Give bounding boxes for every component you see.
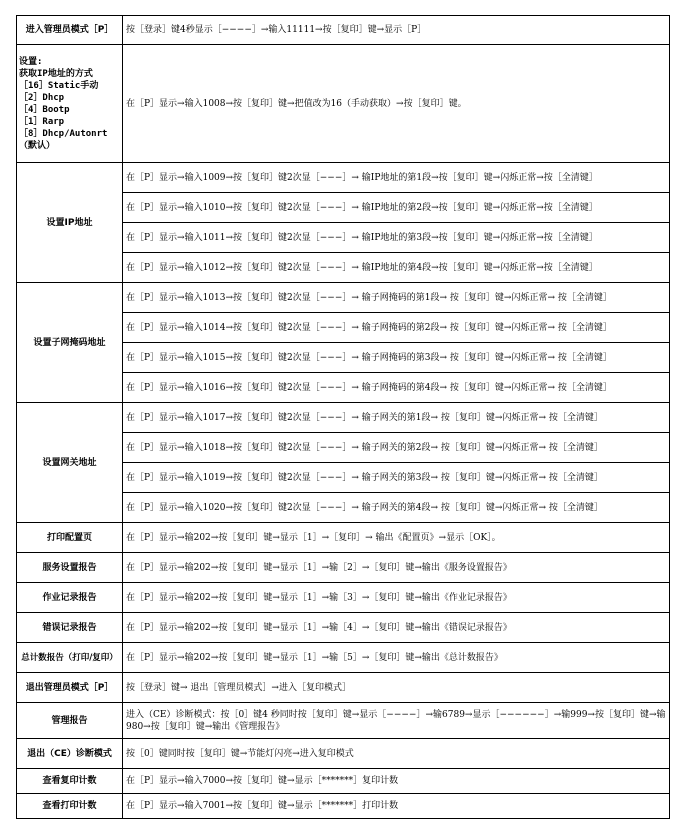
row-text-ip-1: 在［P］显示→输入1009→按［复印］键2次显［−−−］→ 输IP地址的第1段→按［复印］键→闪烁正常→按［全清键］	[123, 163, 670, 193]
row-label-enter-admin: 进入管理员模式［P］	[17, 16, 123, 45]
table-row	[17, 794, 670, 819]
row-text-ip-4: 在［P］显示→输入1012→按［复印］键2次显［−−−］→ 输IP地址的第4段→按［复印］键→闪烁正常→按［全清键］	[123, 253, 670, 283]
table-row	[17, 523, 670, 553]
table-row	[17, 283, 670, 313]
table-row	[17, 403, 670, 433]
row-text-gateway-1: 在［P］显示→输入1017→按［复印］键2次显［−−−］→ 输子网关的第1段→ 按［复印］键→闪烁正常→ 按［全清键］	[123, 403, 670, 433]
row-text-mask-2: 在［P］显示→输入1014→按［复印］键2次显［−−−］→ 输子网掩码的第2段→ 按［复印］键→闪烁正常→ 按［全清键］	[123, 313, 670, 343]
row-text-service-report: 在［P］显示→输202→按［复印］键→显示［1］→输［2］→［复印］键→输出《服务设置报告》	[123, 553, 670, 583]
table-row	[17, 673, 670, 703]
row-text-setup: 在［P］显示→输入1008→按［复印］键→把值改为16（手动获取）→按［复印］键。	[123, 45, 670, 163]
row-text-exit-ce: 按［0］键同时按［复印］键→节能灯闪亮→进入复印模式	[123, 739, 670, 769]
table-row	[17, 553, 670, 583]
row-text-print-config: 在［P］显示→输202→按［复印］键→显示［1］→［复印］→ 输出《配置页》→显示［OK］。	[123, 523, 670, 553]
instruction-table	[16, 15, 670, 819]
row-text-count-report: 在［P］显示→输202→按［复印］键→显示［1］→输［5］→［复印］键→输出《总计数报告》	[123, 643, 670, 673]
table-row	[17, 613, 670, 643]
row-text-enter-admin: 按［登录］键4秒显示［−−−−］→输入11111→按［复印］键→显示［P］	[123, 16, 670, 45]
row-label-service-report: 服务设置报告	[17, 553, 123, 583]
row-label-print-count: 查看打印计数	[17, 794, 123, 819]
row-text-mask-3: 在［P］显示→输入1015→按［复印］键2次显［−−−］→ 输子网掩码的第3段→ 按［复印］键→闪烁正常→ 按［全清键］	[123, 343, 670, 373]
table-row	[17, 703, 670, 739]
row-text-gateway-3: 在［P］显示→输入1019→按［复印］键2次显［−−−］→ 输子网关的第3段→ 按［复印］键→闪烁正常→ 按［全清键］	[123, 463, 670, 493]
row-label-gateway: 设置网关地址	[17, 403, 123, 523]
row-label-setup	[17, 45, 123, 163]
row-label-error-report: 错误记录报告	[17, 613, 123, 643]
row-text-mask-4: 在［P］显示→输入1016→按［复印］键2次显［−−−］→ 输子网掩码的第4段→ 按［复印］键→闪烁正常→ 按［全清键］	[123, 373, 670, 403]
table-row	[17, 583, 670, 613]
table-row	[17, 45, 670, 163]
row-label-mask: 设置子网掩码地址	[17, 283, 123, 403]
row-text-ip-2: 在［P］显示→输入1010→按［复印］键2次显［−−−］→ 输IP地址的第2段→按［复印］键→闪烁正常→按［全清键］	[123, 193, 670, 223]
row-text-error-report: 在［P］显示→输202→按［复印］键→显示［1］→输［4］→［复印］键→输出《错误记录报告》	[123, 613, 670, 643]
row-text-job-report: 在［P］显示→输202→按［复印］键→显示［1］→输［3］→［复印］键→输出《作业记录报告》	[123, 583, 670, 613]
row-label-mgmt-report: 管理报告	[17, 703, 123, 739]
row-label-exit-ce: 退出（CE）诊断模式	[17, 739, 123, 769]
row-text-mgmt-report: 进入（CE）诊断模式：按［0］键4 秒同时按［复印］键→显示［−−−−］→输6789→显示［−−−−−−］→输999→按［复印］键→输980→按［复印］键→输出《管理报告》	[123, 703, 670, 739]
row-text-ip-3: 在［P］显示→输入1011→按［复印］键2次显［−−−］→ 输IP地址的第3段→按［复印］键→闪烁正常→按［全清键］	[123, 223, 670, 253]
row-label-copy-count: 查看复印计数	[17, 769, 123, 794]
row-label-job-report: 作业记录报告	[17, 583, 123, 613]
row-label-print-config: 打印配置页	[17, 523, 123, 553]
table-row	[17, 16, 670, 45]
table-row	[17, 769, 670, 794]
table-row	[17, 739, 670, 769]
row-label-exit-admin: 退出管理员模式［P］	[17, 673, 123, 703]
row-text-copy-count: 在［P］显示→输入7000→按［复印］键→显示［*******］复印计数	[123, 769, 670, 794]
row-text-print-count: 在［P］显示→输入7001→按［复印］键→显示［*******］打印计数	[123, 794, 670, 819]
row-text-exit-admin: 按［登录］键→ 退出［管理员模式］→进入［复印模式］	[123, 673, 670, 703]
row-label-count-report: 总计数报告（打印/复印）	[17, 643, 123, 673]
row-text-gateway-4: 在［P］显示→输入1020→按［复印］键2次显［−−−］→ 输子网关的第4段→ 按［复印］键→闪烁正常→ 按［全清键］	[123, 493, 670, 523]
table-row	[17, 643, 670, 673]
row-text-gateway-2: 在［P］显示→输入1018→按［复印］键2次显［−−−］→ 输子网关的第2段→ 按［复印］键→闪烁正常→ 按［全清键］	[123, 433, 670, 463]
row-text-mask-1: 在［P］显示→输入1013→按［复印］键2次显［−−−］→ 输子网掩码的第1段→ 按［复印］键→闪烁正常→ 按［全清键］	[123, 283, 670, 313]
row-label-ip: 设置IP地址	[17, 163, 123, 283]
table-row	[17, 163, 670, 193]
setup-method-list: 设置: 获取IP地址的方式 ［16］Static手动 ［2］Dhcp ［4］Bootp ［1］Rarp ［8］Dhcp/Autonrt （默认）	[19, 56, 108, 151]
